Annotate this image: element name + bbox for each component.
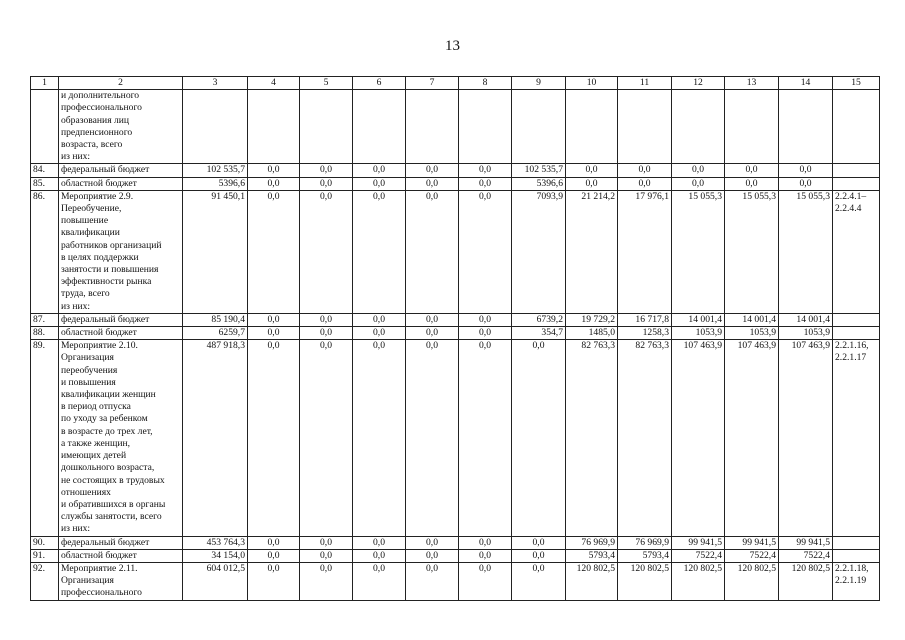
value-cell: 6739,2: [512, 313, 566, 326]
reference-cell: 2.2.4.1– 2.2.4.4: [833, 190, 880, 313]
value-cell: 0,0: [300, 549, 353, 562]
value-cell: 76 969,9: [566, 536, 618, 549]
value-cell: 0,0: [406, 340, 459, 536]
value-cell: [672, 90, 725, 164]
value-cell: 0,0: [779, 177, 833, 190]
value-cell: 0,0: [725, 164, 779, 177]
value-cell: 0,0: [566, 164, 618, 177]
column-number: 11: [618, 77, 672, 90]
row-name: и дополнительного профессионального образования лиц предпенсионного возраста, всего из них:: [59, 90, 183, 164]
row-name: Мероприятие 2.10. Организация переобучения и повышения квалификации женщин в период отпуска по уходу за ребенком в возрасте до трех лет, а также женщин, имеющих детей дошкольного возраста, не состоящих в трудовых отношениях и обратившихся в органы службы занятости, всего из них:: [59, 340, 183, 536]
value-cell: 0,0: [459, 313, 512, 326]
row-number: 89.: [31, 340, 59, 536]
value-cell: 0,0: [300, 313, 353, 326]
table-row: [31, 313, 880, 326]
row-number: 84.: [31, 164, 59, 177]
value-cell: [183, 90, 248, 164]
value-cell: 120 802,5: [618, 562, 672, 600]
value-cell: 0,0: [353, 536, 406, 549]
row-number: 91.: [31, 549, 59, 562]
reference-cell: [833, 90, 880, 164]
value-cell: 107 463,9: [672, 340, 725, 536]
value-cell: 102 535,7: [183, 164, 248, 177]
value-cell: 107 463,9: [725, 340, 779, 536]
value-cell: 1485,0: [566, 327, 618, 340]
page-number: 13: [445, 38, 460, 54]
value-cell: 0,0: [248, 313, 300, 326]
value-cell: 0,0: [459, 549, 512, 562]
value-cell: 1258,3: [618, 327, 672, 340]
value-cell: 0,0: [618, 177, 672, 190]
value-cell: 120 802,5: [672, 562, 725, 600]
value-cell: 0,0: [566, 177, 618, 190]
value-cell: [459, 90, 512, 164]
value-cell: 21 214,2: [566, 190, 618, 313]
table-row: [31, 164, 880, 177]
value-cell: [300, 90, 353, 164]
value-cell: 0,0: [353, 562, 406, 600]
value-cell: 0,0: [406, 536, 459, 549]
column-number: 15: [833, 77, 880, 90]
row-number: 92.: [31, 562, 59, 600]
row-name: федеральный бюджет: [59, 536, 183, 549]
reference-cell: 2.2.1.16, 2.2.1.17: [833, 340, 880, 536]
value-cell: 0,0: [512, 536, 566, 549]
column-number: 6: [353, 77, 406, 90]
value-cell: 487 918,3: [183, 340, 248, 536]
table-header-row: [31, 77, 880, 90]
row-name: федеральный бюджет: [59, 164, 183, 177]
table-row: [31, 177, 880, 190]
reference-cell: [833, 536, 880, 549]
value-cell: 0,0: [459, 164, 512, 177]
value-cell: 0,0: [248, 164, 300, 177]
table-row: [31, 536, 880, 549]
budget-table: [30, 76, 880, 601]
value-cell: 0,0: [725, 177, 779, 190]
value-cell: 0,0: [512, 340, 566, 536]
value-cell: 0,0: [300, 190, 353, 313]
column-number: 3: [183, 77, 248, 90]
value-cell: 5793,4: [618, 549, 672, 562]
value-cell: 0,0: [300, 562, 353, 600]
value-cell: 82 763,3: [618, 340, 672, 536]
value-cell: [406, 90, 459, 164]
value-cell: [248, 90, 300, 164]
value-cell: 0,0: [618, 164, 672, 177]
value-cell: 0,0: [406, 327, 459, 340]
column-number: 9: [512, 77, 566, 90]
value-cell: 0,0: [512, 549, 566, 562]
value-cell: 1053,9: [672, 327, 725, 340]
value-cell: 14 001,4: [725, 313, 779, 326]
value-cell: 15 055,3: [779, 190, 833, 313]
value-cell: 354,7: [512, 327, 566, 340]
value-cell: 15 055,3: [672, 190, 725, 313]
value-cell: 0,0: [672, 164, 725, 177]
row-name: областной бюджет: [59, 549, 183, 562]
value-cell: 0,0: [459, 536, 512, 549]
table-row: [31, 549, 880, 562]
value-cell: 0,0: [459, 327, 512, 340]
value-cell: 99 941,5: [779, 536, 833, 549]
value-cell: 0,0: [406, 190, 459, 313]
value-cell: 14 001,4: [779, 313, 833, 326]
value-cell: 0,0: [248, 549, 300, 562]
value-cell: 120 802,5: [566, 562, 618, 600]
value-cell: [512, 90, 566, 164]
row-number: [31, 90, 59, 164]
column-number: 14: [779, 77, 833, 90]
value-cell: 107 463,9: [779, 340, 833, 536]
value-cell: 5793,4: [566, 549, 618, 562]
table-row: [31, 340, 880, 536]
table-row: [31, 90, 880, 164]
value-cell: 0,0: [300, 177, 353, 190]
value-cell: [725, 90, 779, 164]
value-cell: 0,0: [248, 327, 300, 340]
column-number: 10: [566, 77, 618, 90]
value-cell: 0,0: [672, 177, 725, 190]
value-cell: 91 450,1: [183, 190, 248, 313]
row-number: 85.: [31, 177, 59, 190]
value-cell: 7093,9: [512, 190, 566, 313]
value-cell: 0,0: [406, 164, 459, 177]
value-cell: 0,0: [300, 164, 353, 177]
value-cell: 604 012,5: [183, 562, 248, 600]
value-cell: 0,0: [779, 164, 833, 177]
value-cell: 17 976,1: [618, 190, 672, 313]
value-cell: 0,0: [406, 313, 459, 326]
row-name: Мероприятие 2.11. Организация профессионального: [59, 562, 183, 600]
reference-cell: [833, 313, 880, 326]
value-cell: 0,0: [512, 562, 566, 600]
value-cell: 19 729,2: [566, 313, 618, 326]
value-cell: 7522,4: [779, 549, 833, 562]
column-number: 8: [459, 77, 512, 90]
row-number: 86.: [31, 190, 59, 313]
row-name: федеральный бюджет: [59, 313, 183, 326]
value-cell: 14 001,4: [672, 313, 725, 326]
column-number: 1: [31, 77, 59, 90]
row-name: областной бюджет: [59, 327, 183, 340]
value-cell: 7522,4: [672, 549, 725, 562]
reference-cell: 2.2.1.18, 2.2.1.19: [833, 562, 880, 600]
value-cell: 76 969,9: [618, 536, 672, 549]
value-cell: 0,0: [353, 190, 406, 313]
value-cell: 0,0: [459, 177, 512, 190]
reference-cell: [833, 177, 880, 190]
value-cell: 0,0: [300, 340, 353, 536]
column-number: 13: [725, 77, 779, 90]
value-cell: 0,0: [459, 562, 512, 600]
value-cell: [779, 90, 833, 164]
value-cell: 1053,9: [725, 327, 779, 340]
value-cell: 453 764,3: [183, 536, 248, 549]
column-number: 7: [406, 77, 459, 90]
value-cell: 0,0: [353, 340, 406, 536]
value-cell: 1053,9: [779, 327, 833, 340]
value-cell: 0,0: [353, 549, 406, 562]
row-number: 90.: [31, 536, 59, 549]
value-cell: 0,0: [248, 562, 300, 600]
value-cell: 0,0: [459, 340, 512, 536]
row-number: 87.: [31, 313, 59, 326]
value-cell: 0,0: [406, 562, 459, 600]
value-cell: 5396,6: [183, 177, 248, 190]
value-cell: [353, 90, 406, 164]
value-cell: 0,0: [406, 177, 459, 190]
column-number: 2: [59, 77, 183, 90]
value-cell: 99 941,5: [725, 536, 779, 549]
table-row: [31, 327, 880, 340]
value-cell: 82 763,3: [566, 340, 618, 536]
value-cell: 120 802,5: [779, 562, 833, 600]
value-cell: 34 154,0: [183, 549, 248, 562]
value-cell: 0,0: [248, 340, 300, 536]
value-cell: 102 535,7: [512, 164, 566, 177]
row-number: 88.: [31, 327, 59, 340]
value-cell: 0,0: [459, 190, 512, 313]
value-cell: 0,0: [353, 177, 406, 190]
table-row: [31, 190, 880, 313]
reference-cell: [833, 549, 880, 562]
column-number: 4: [248, 77, 300, 90]
value-cell: 0,0: [300, 327, 353, 340]
reference-cell: [833, 164, 880, 177]
value-cell: [618, 90, 672, 164]
value-cell: 0,0: [248, 177, 300, 190]
row-name: областной бюджет: [59, 177, 183, 190]
value-cell: 5396,6: [512, 177, 566, 190]
row-name: Мероприятие 2.9. Переобучение, повышение квалификации работников организаций в целях поддержки занятости и повышения эффективности рынка труда, всего из них:: [59, 190, 183, 313]
reference-cell: [833, 327, 880, 340]
value-cell: 99 941,5: [672, 536, 725, 549]
value-cell: 16 717,8: [618, 313, 672, 326]
column-number: 12: [672, 77, 725, 90]
value-cell: 0,0: [353, 164, 406, 177]
value-cell: [566, 90, 618, 164]
column-number: 5: [300, 77, 353, 90]
value-cell: 0,0: [406, 549, 459, 562]
table-row: [31, 562, 880, 600]
value-cell: 7522,4: [725, 549, 779, 562]
value-cell: 15 055,3: [725, 190, 779, 313]
value-cell: 85 190,4: [183, 313, 248, 326]
value-cell: 0,0: [353, 313, 406, 326]
value-cell: 0,0: [353, 327, 406, 340]
value-cell: 0,0: [248, 190, 300, 313]
value-cell: 120 802,5: [725, 562, 779, 600]
value-cell: 6259,7: [183, 327, 248, 340]
value-cell: 0,0: [248, 536, 300, 549]
value-cell: 0,0: [300, 536, 353, 549]
